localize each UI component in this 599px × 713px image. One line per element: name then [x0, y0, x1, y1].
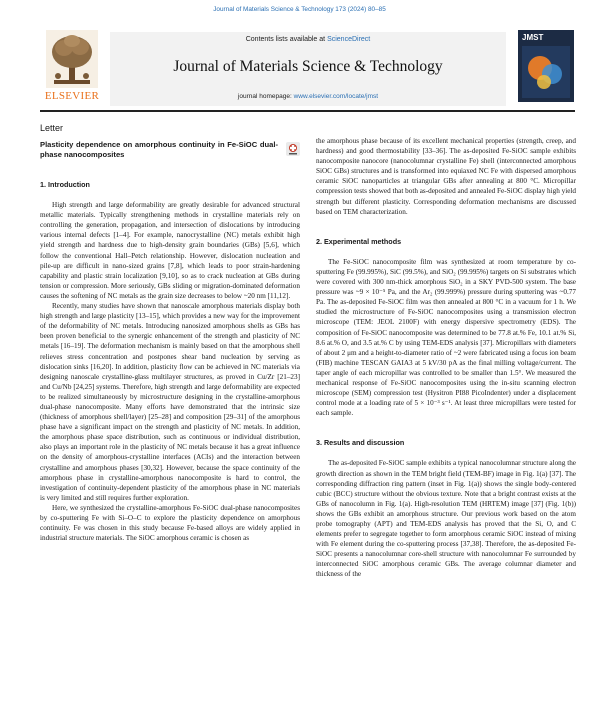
journal-citation[interactable]: Journal of Materials Science & Technology 173 (2024) 80–85 [213, 6, 386, 13]
homepage-prefix: journal homepage: [237, 93, 294, 100]
crossmark-icon[interactable] [286, 142, 300, 156]
intro-paragraph-3: Here, we synthesized the crystalline-amorphous Fe-SiOC dual-phase nanocomposites by co-sputtering Fe with Si–O–C to explore the plasticity dependence on amorphous continuity. Fe was chosen in this study because Fe-based alloys are widely applied in industrial structure materials. The SiOC amorphous ceramic is chosen as [40, 503, 300, 543]
journal-title: Journal of Materials Science & Technology [173, 58, 443, 75]
results-heading: 3. Results and discussion [316, 438, 405, 448]
journal-header-box [110, 32, 506, 106]
contents-line [110, 36, 506, 43]
publisher-logo[interactable] [40, 26, 104, 104]
right-column [316, 136, 576, 713]
tree-icon [46, 30, 98, 88]
masthead [40, 26, 575, 106]
left-column [40, 136, 300, 713]
article-title [40, 140, 300, 160]
methods-paragraph: The Fe-SiOC nanocomposite film was synthesized at room temperature by co-sputtering Fe (99.995%), SiC (99.5%), and SiO₂ (99.995%) targets on Si substrates which were covered with 300 nm-thick amorphous SiO₂ in a SKY PVD-500 system. The base pressure was ~9 × 10⁻⁵ Pa, and the Ar₂ (99.999%) pressure during sputtering was ~0.77 Pa. The as-deposited Fe-SiOC film was then annealed at 800 °C in a vacuum for 1 h. We studied the microstructure of Fe-SiOC nanocomposites using a transmission electron microscope (TEM: JEOL 2100F) with energy dispersive spectrometry (EDS). The composition of Fe-SiOC nanocomposite was determined to be 77.8 at.% Fe, 10.1 at.% Si, 8.6 at.% O, and 3.5 at.% C by using TEM-EDS analysis [37]. Micropillars with diameters of about 2 μm and a height-to-diameter ratio of ~2 were fabricated using a focus ion beam (FIB) machine TESCAN GAIA3 at 5 kV/30 pA as the final milling voltage/current. The taper angle of each micropillar was controlled to be smaller than 1.5°. We measured the mechanical response of Fe-SiOC nanocomposites using the in-situ scanning electron microscope (SEM) compression test (Hysitron PI88 PicoIndenter) under a displacement control mode at a loading rate of 5 × 10⁻³ s⁻¹. At least three micropillars were tested for each sample. [316, 257, 576, 418]
homepage-line [110, 93, 506, 100]
journal-cover[interactable] [518, 30, 574, 102]
cover-title: JMST [522, 33, 544, 42]
publisher-name: ELSEVIER [44, 90, 100, 102]
methods-heading: 2. Experimental methods [316, 236, 402, 246]
intro-heading: 1. Introduction [40, 180, 90, 189]
intro-paragraph-continued: the amorphous phase because of its excellent mechanical properties (strength, creep, and hardness) and good thermostability [33–36]. The as-deposited Fe-SiOC sample exhibits nanocomposite nanocore (nanocolumnar crystalline Fe) shell (interconnected amorphous SiOC GBs) structures and is transformed into equiaxed NC Fe with dispersed amorphous ceramic SiOC nanoparticles at triangular GBs after annealing at 800 °C. Micropillar compression tests showed that both as-deposited and annealed Fe-SiOC display high yield strength but different plasticity. Corresponding deformation mechanisms are discussed based on TEM characterization. [316, 137, 576, 216]
header-rule [40, 110, 575, 112]
homepage-link[interactable]: www.elsevier.com/locate/jmst [293, 93, 379, 100]
intro-paragraph-2: Recently, many studies have shown that nanoscale amorphous materials display both high strength and large plasticity [13–15], which provides a new way for the improvement of the deformability of NC metals. Introducing nanosized amorphous shells as GBs has been proven beneficial to the synergic enhancement of the strength and plasticity of NC metals [16–19]. The deformation mechanism is mainly based on that the amorphous shell relieves stress concentration and postpones shear band nucleation by serving as dislocation sinks [16,20]. In addition, plasticity flow can be achieved in NC materials via designing nanoscale crystalline-glass multilayer structures, as proved in Cu/Zr [21–23] and Cu/Nb [24,25] systems. Therefore, high strength and large deformability are expected to be realized simultaneously by microstructure designing in the crystalline-amorphous dual-phase nanocomposite. Many efforts have demonstrated that the intrinsic size (thickness of amorphous shell/layer) [25–28] and composition [29–31] of the amorphous phase have a significant impact on the strength and plasticity of NC metals. In addition, the amorphous phase space distribution, such as continuous or individual distribution, also plays an important role in the plasticity of NC metals because it has a great influence on the density of amorphous-crystalline interfaces (ACIs) and the interaction between crystalline and amorphous phases [30,32]. However, because the space continuity of the amorphous phase in crystalline-amorphous nanocomposite is hard to control, the investigation of continuity-dependent plasticity of the amorphous phase in NC materials is very limited and still requires further exploration. [40, 302, 300, 502]
cover-art-icon [522, 46, 570, 98]
article-title-text: Plasticity dependence on amorphous continuity in Fe-SiOC dual-phase nanocomposites [40, 140, 278, 159]
results-paragraph: The as-deposited Fe-SiOC sample exhibits a typical nanocolumnar structure along the growth direction as shown in the TEM bright field (TEM-BF) image in Fig. 1(a) [37]. The corresponding diffraction ring pattern (inset in Fig. 1(a)) shows the single body-centered cubic (BCC) structure without the obvious texture. Note that a bright contrast exists at the GBs of nanocolumn in Fig. 1(a). High-resolution TEM (HRTEM) image [37] (Fig. 1(b)) shows the GBs exhibit an amorphous structure. Our previous work based on the atom probe tomography (APT) and TEM-EDS analysis has proved that the Si, O, and C elements prefer to segregate together to form amorphous ceramic SiOC instead of mixing with Fe element during the co-sputtering process [37,38]. Therefore, the as-deposited Fe-SiOC presents a nanocolumnar core-shell structure with nanocolumnar Fe surrounded by interconnected SiOC amorphous ceramic GBs. The average columnar diameter and thickness of the [316, 459, 576, 579]
sciencedirect-link[interactable]: ScienceDirect [327, 36, 371, 43]
intro-paragraph-1: High strength and large deformability are greatly desirable for advanced structural metallic materials. Typically strengthening methods in crystalline materials rely on controlling the generation, propagation, and intersection of dislocations by introducing various internal defects [1–4]. For example, nanocrystalline (NC) metals exhibit high yield strength and hardness due to high-density grain boundaries (GBs) [5,6], which follow the conventional Hall–Petch relationship. However, dislocation nucleation and pile-up are difficult in nano-sized grains [7,8], which leads to poor strain-hardening capability and plastic strain localization [9,10], so as to crack nucleation at GBs during tension or compression. More seriously, GBs sliding or migration-dominated deformation causes the softening of NC metals as the grain size decreases to below ~20 nm [11,12]. [40, 201, 300, 300]
article-type: Letter [40, 123, 64, 133]
contents-prefix: Contents lists available at [245, 36, 328, 43]
